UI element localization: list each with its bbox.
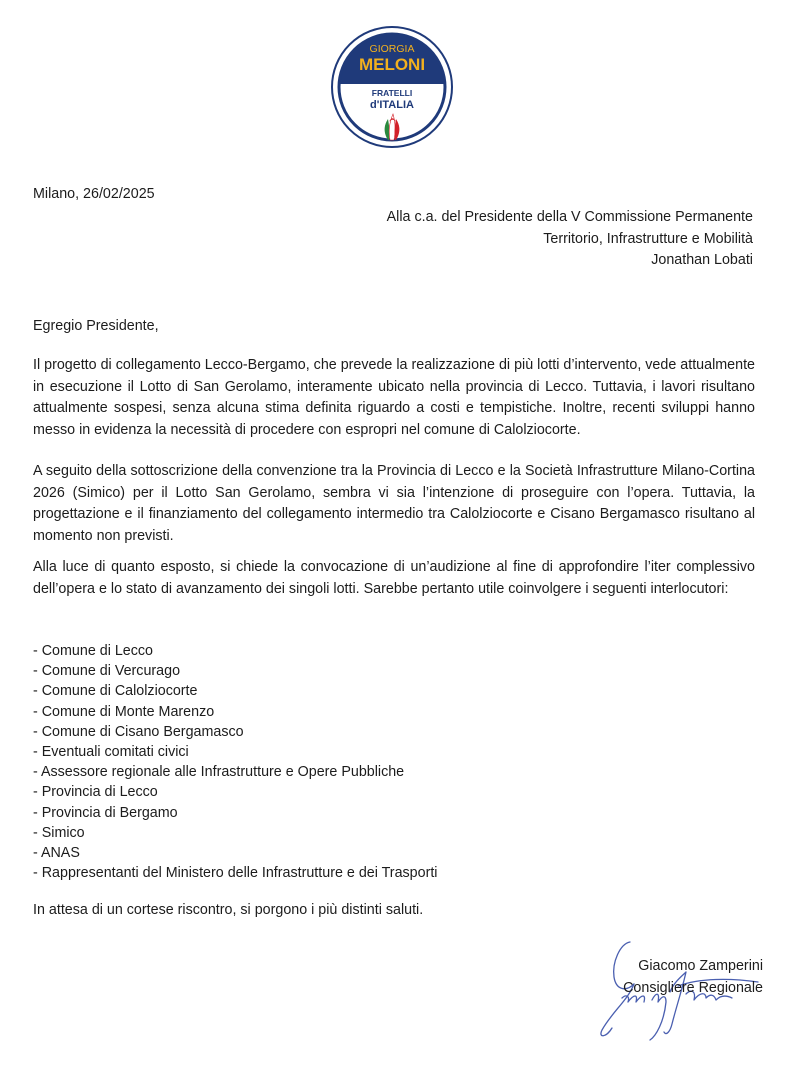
list-item: - Provincia di Lecco [33, 784, 158, 801]
list-item: - ANAS [33, 845, 80, 862]
recipient-line: Territorio, Infrastrutture e Mobilità [543, 230, 753, 247]
list-item: - Simico [33, 824, 85, 841]
list-item: - Comune di Monte Marenzo [33, 703, 215, 720]
list-item: - Comune di Calolziocorte [33, 683, 198, 700]
recipient-name: Jonathan Lobati [651, 252, 753, 268]
closing-line: In attesa di un cortese riscontro, si porgono i più distinti saluti. [33, 902, 424, 918]
party-logo [331, 26, 453, 148]
list-item: - Provincia di Bergamo [33, 804, 178, 821]
recipient-line: Alla c.a. del Presidente della V Commissione Permanente [386, 209, 753, 225]
logo-text-meloni: MELONI [358, 55, 426, 74]
letter-date: Milano, 26/02/2025 [33, 186, 155, 202]
logo-text-giorgia: GIORGIA [369, 43, 415, 55]
body-paragraph: Il progetto di collegamento Lecco-Bergamo, che prevede la realizzazione di più lotti d’intervento, vede attualmente in esecuzione il Lotto di San Gerolamo, interamente ubicato nella provincia di Lecco. Tuttavia, i lavori risultano attualmente sospesi, senza alcuna stima definita riguardo a costi e tempistiche. Inoltre, recenti sviluppi hanno messo in evidenza la necessità di procedere con espropri nel comune di Calolziocorte. [33, 357, 755, 438]
body-paragraph: A seguito della sottoscrizione della convenzione tra la Provincia di Lecco e la Società Infrastrutture Milano-Cortina 2026 (Simico) per il Lotto San Gerolamo, sembra vi sia l’intenzione di proseguire con l’opera. Tuttavia, la progettazione e il finanziamento del collegamento intermedio tra Calolziocorte e Cisano Bergamasco risultano al momento non previsti. [33, 463, 755, 544]
signer-name: Giacomo Zamperini [638, 958, 763, 974]
list-item: - Comune di Vercurago [33, 663, 181, 680]
list-item: - Comune di Lecco [33, 643, 153, 659]
list-item: - Eventuali comitati civici [33, 744, 189, 761]
body-paragraph: Alla luce di quanto esposto, si chiede la convocazione di un’audizione al fine di approfondire l’iter complessivo dell’opera e lo stato di avanzamento dei singoli lotti. Sarebbe pertanto utile coinvolgere i seguenti interlocutori: [33, 559, 755, 597]
list-item: - Assessore regionale alle Infrastrutture e Opere Pubbliche [33, 764, 405, 781]
signer-block [623, 955, 763, 999]
signer-role: Consigliere Regionale [623, 980, 763, 996]
logo-text-fratelli: FRATELLI [371, 88, 413, 98]
salutation: Egregio Presidente, [33, 318, 159, 334]
list-item: - Comune di Cisano Bergamasco [33, 723, 244, 740]
list-item: - Rappresentanti del Ministero delle Infrastrutture e dei Trasporti [33, 865, 438, 882]
logo-text-ditalia: d'ITALIA [370, 99, 414, 111]
interlocutor-list [33, 641, 437, 883]
recipient-block [387, 207, 753, 272]
